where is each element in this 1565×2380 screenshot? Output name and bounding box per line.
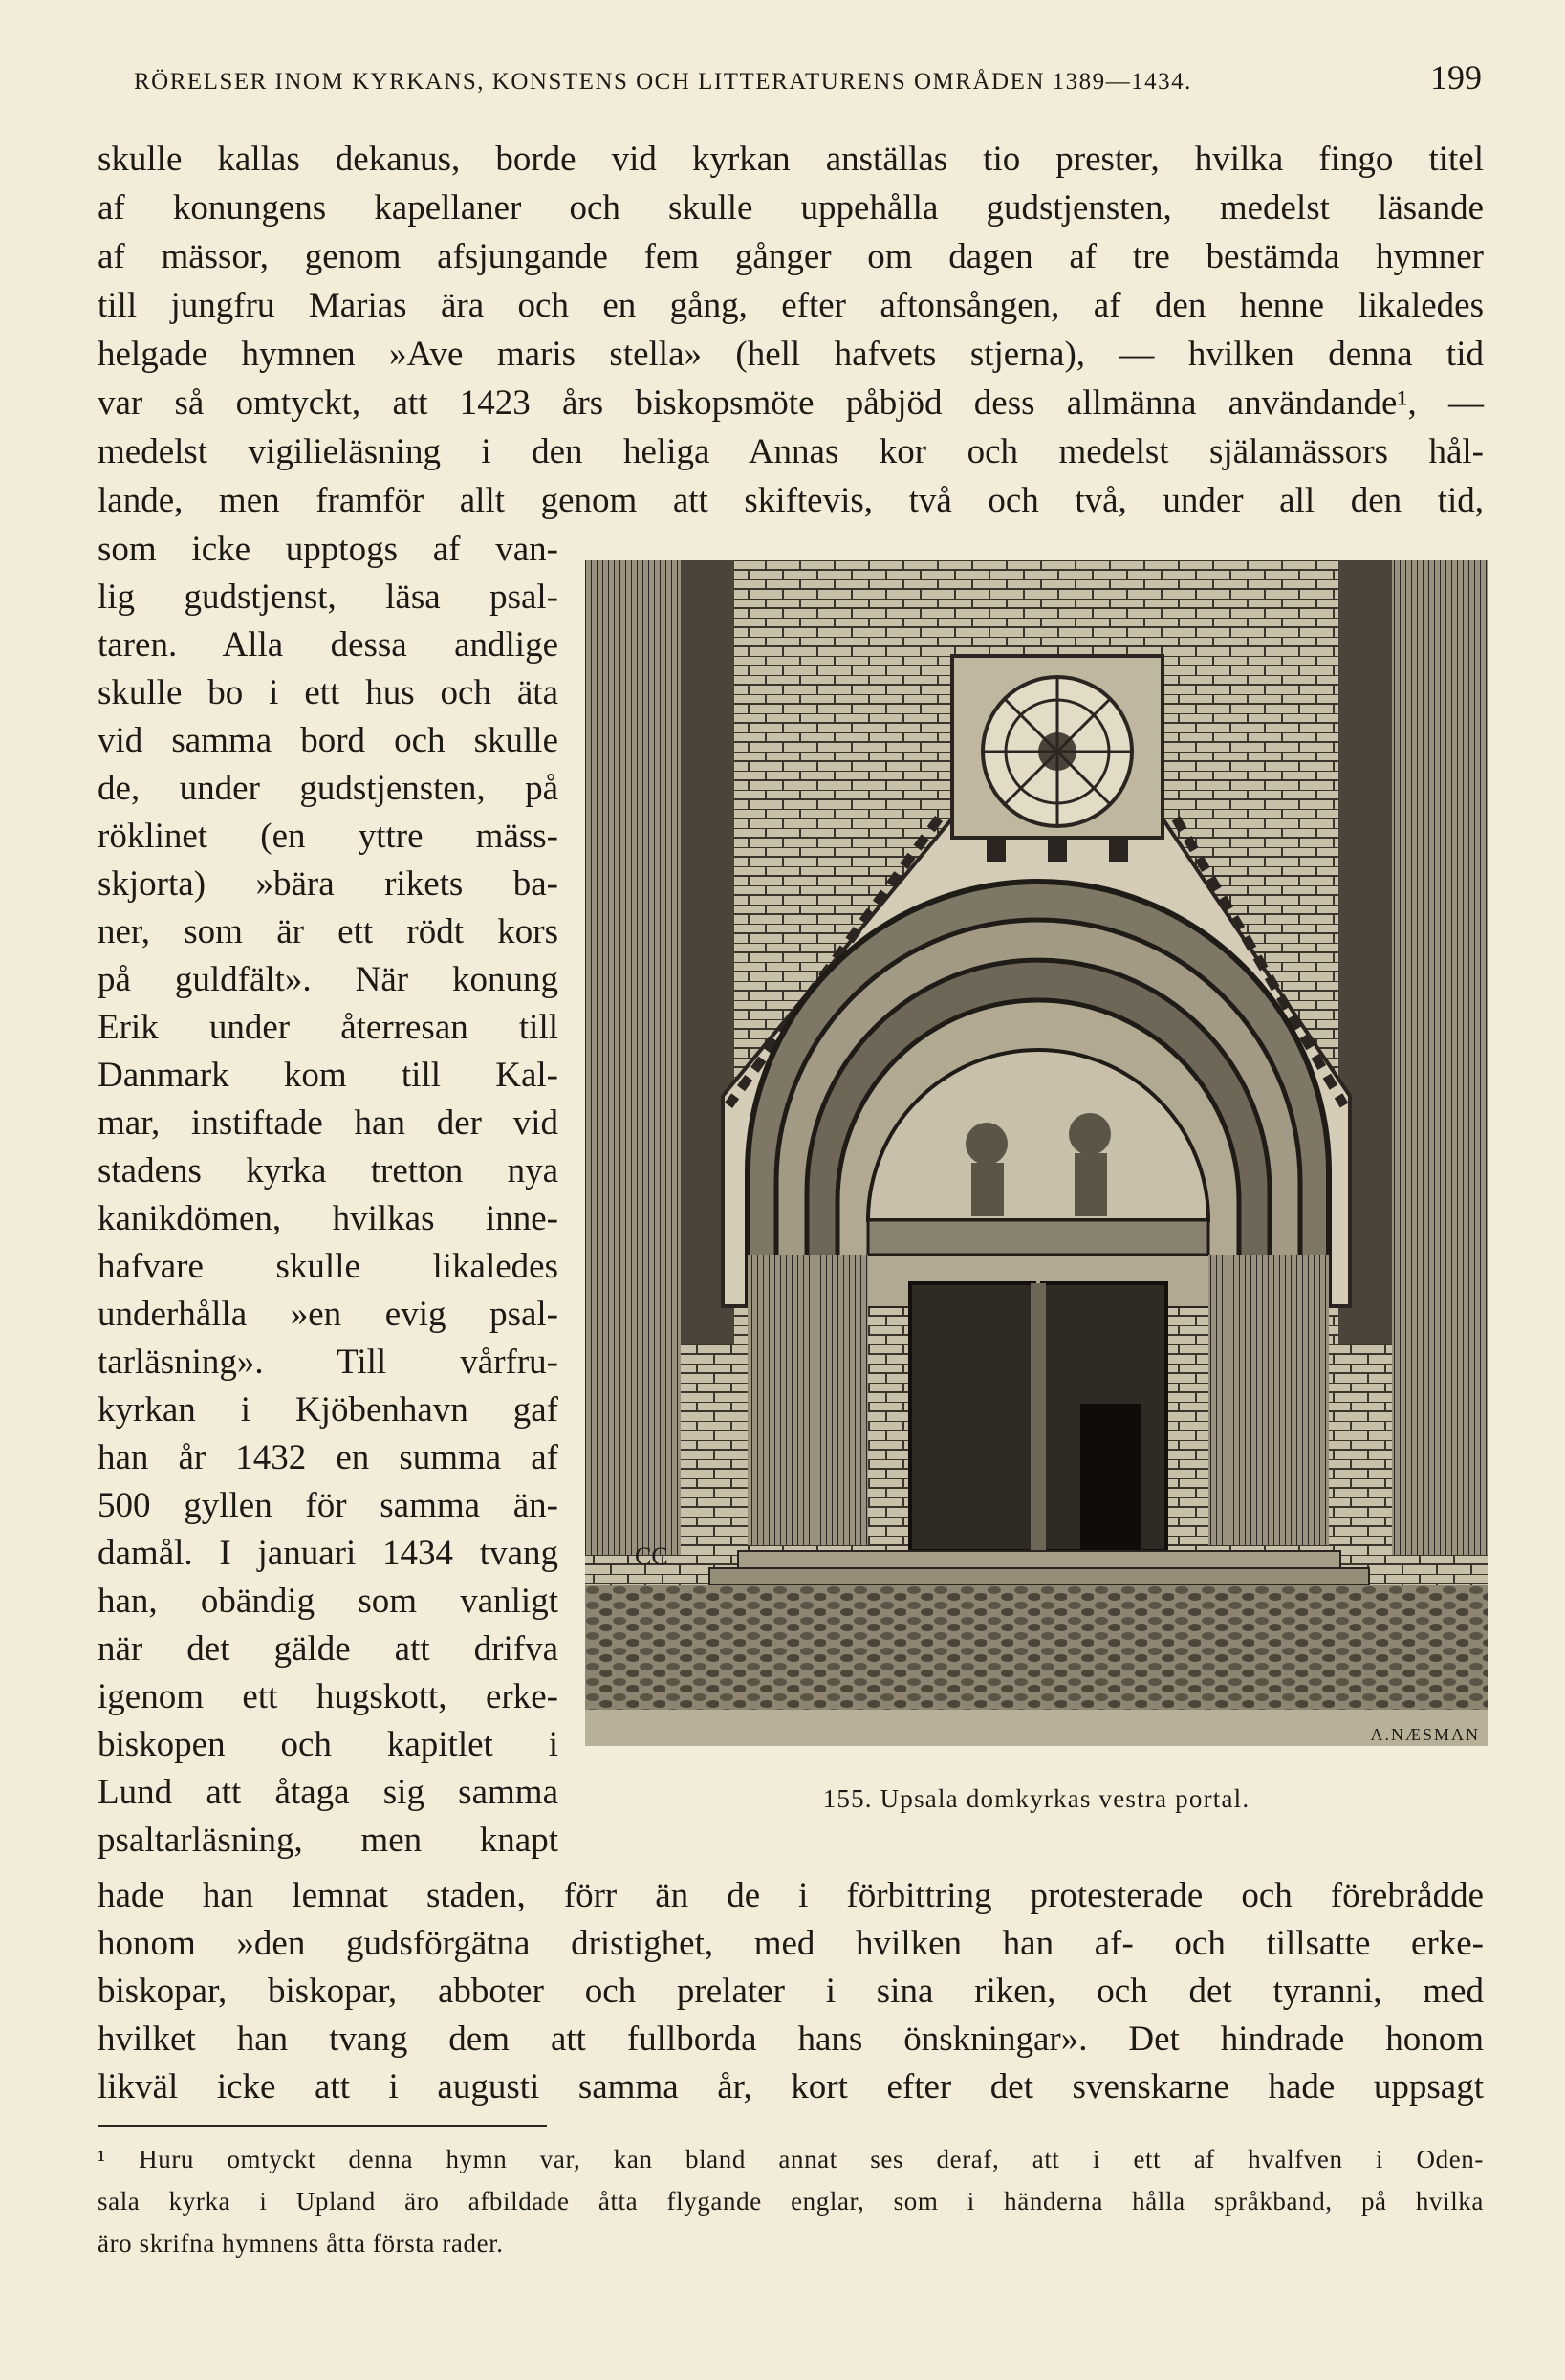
column-line: 500 gyllen för samma än-: [98, 1486, 558, 1525]
column-line: kanikdömen, hvilkas inne-: [98, 1199, 558, 1238]
column-line: skulle bo i ett hus och äta: [98, 673, 558, 712]
column-line: damål. I januari 1434 tvang: [98, 1534, 558, 1573]
footnote-line: ¹ Huru omtyckt denna hymn var, kan bland annat ses deraf, att i ett af hvalfven i Oden-: [98, 2145, 1484, 2173]
right-buttress: [1392, 560, 1488, 1555]
column-line: underhålla »en evig psal-: [98, 1295, 558, 1334]
engraver-initials: CC: [635, 1542, 668, 1570]
body-line: likväl icke att i augusti samma år, kort efter det svenskarne hade uppsagt: [98, 2067, 1484, 2107]
body-line: lande, men framför allt genom att skiftevis, två och två, under all den tid,: [98, 481, 1484, 520]
column-line: Lund att åtaga sig samma: [98, 1773, 558, 1812]
column-line: Erik under återresan till: [98, 1008, 558, 1047]
column-line: han år 1432 en summa af: [98, 1438, 558, 1477]
column-line: tarläsning». Till vårfru-: [98, 1343, 558, 1382]
body-line: hvilket han tvang dem att fullborda hans önskningar». Det hindrade honom: [98, 2020, 1484, 2059]
column-line: stadens kyrka tretton nya: [98, 1151, 558, 1190]
column-line: psaltarläsning, men knapt: [98, 1821, 558, 1860]
body-line: till jungfru Marias ära och en gång, efter aftonsången, af den henne likaledes: [98, 286, 1484, 325]
column-line: biskopen och kapitlet i: [98, 1725, 558, 1764]
figure-caption: 155. Upsala domkyrkas vestra portal.: [822, 1784, 1250, 1813]
column-line: hafvare skulle likaledes: [98, 1247, 558, 1286]
right-jamb-columns: [1208, 1255, 1329, 1545]
column-line: kyrkan i Kjöbenhavn gaf: [98, 1390, 558, 1430]
left-buttress: [585, 560, 681, 1555]
left-door: [910, 1283, 1034, 1551]
footnote-line: äro skrifna hymnens åtta första rader.: [98, 2229, 504, 2258]
column-line: skjorta) »bära rikets ba-: [98, 864, 558, 904]
cobblestone-ground: [585, 1585, 1488, 1710]
column-line: på guldfält». När konung: [98, 960, 558, 999]
body-line: skulle kallas dekanus, borde vid kyrkan anställas tio prester, hvilka fingo titel: [98, 140, 1484, 179]
left-jamb-columns: [748, 1255, 868, 1545]
body-line: af mässor, genom afsjungande fem gånger om dagen af tre bestämda hymner: [98, 237, 1484, 276]
header-title: RÖRELSER INOM KYRKANS, KONSTENS OCH LITTERATURENS OMRÅDEN 1389—1434.: [134, 69, 1192, 95]
body-line: af konungens kapellaner och skulle uppehålla gudstjensten, medelst läsande: [98, 188, 1484, 228]
body-line: medelst vigilieläsning i den heliga Annas kor och medelst själamässors hål-: [98, 432, 1484, 471]
column-line: när det gälde att drifva: [98, 1629, 558, 1669]
body-line: honom »den gudsförgätna dristighet, med hvilken han af- och tillsatte erke-: [98, 1924, 1484, 1963]
page-number: 199: [1430, 58, 1482, 97]
column-line: lig gudstjenst, läsa psal-: [98, 578, 558, 617]
column-line: taren. Alla dessa andlige: [98, 625, 558, 665]
column-line: igenom ett hugskott, erke-: [98, 1677, 558, 1716]
column-line: som icke upptogs af van-: [98, 530, 558, 569]
column-line: Danmark kom till Kal-: [98, 1056, 558, 1095]
column-line: han, obändig som vanligt: [98, 1582, 558, 1621]
body-line: helgade hymnen »Ave maris stella» (hell hafvets stjerna), — hvilken denna tid: [98, 335, 1484, 374]
body-line: hade han lemnat staden, förr än de i förbittring protesterade och förebrådde: [98, 1876, 1484, 1915]
body-line: var så omtyckt, att 1423 års biskopsmöte påbjöd dess allmänna användande¹, —: [98, 383, 1484, 423]
engraver-signature: A.NÆSMAN: [1370, 1725, 1480, 1744]
footnote-rule: [98, 2125, 547, 2127]
body-line: biskopar, biskopar, abboter och prelater i sina riken, och det tyranni, med: [98, 1972, 1484, 2011]
column-line: mar, instiftade han der vid: [98, 1103, 558, 1143]
column-line: röklinet (en yttre mäss-: [98, 817, 558, 856]
running-header: [134, 57, 1482, 105]
entrance-step: [738, 1551, 1340, 1568]
footnote-line: sala kyrka i Upland äro afbildade åtta flygande englar, som i händerna hålla språkband, på hvilka: [98, 2187, 1484, 2216]
portal-engraving: [585, 560, 1488, 1746]
column-line: ner, som är ett rödt kors: [98, 912, 558, 951]
column-line: de, under gudstjensten, på: [98, 769, 558, 808]
column-line: vid samma bord och skulle: [98, 721, 558, 760]
